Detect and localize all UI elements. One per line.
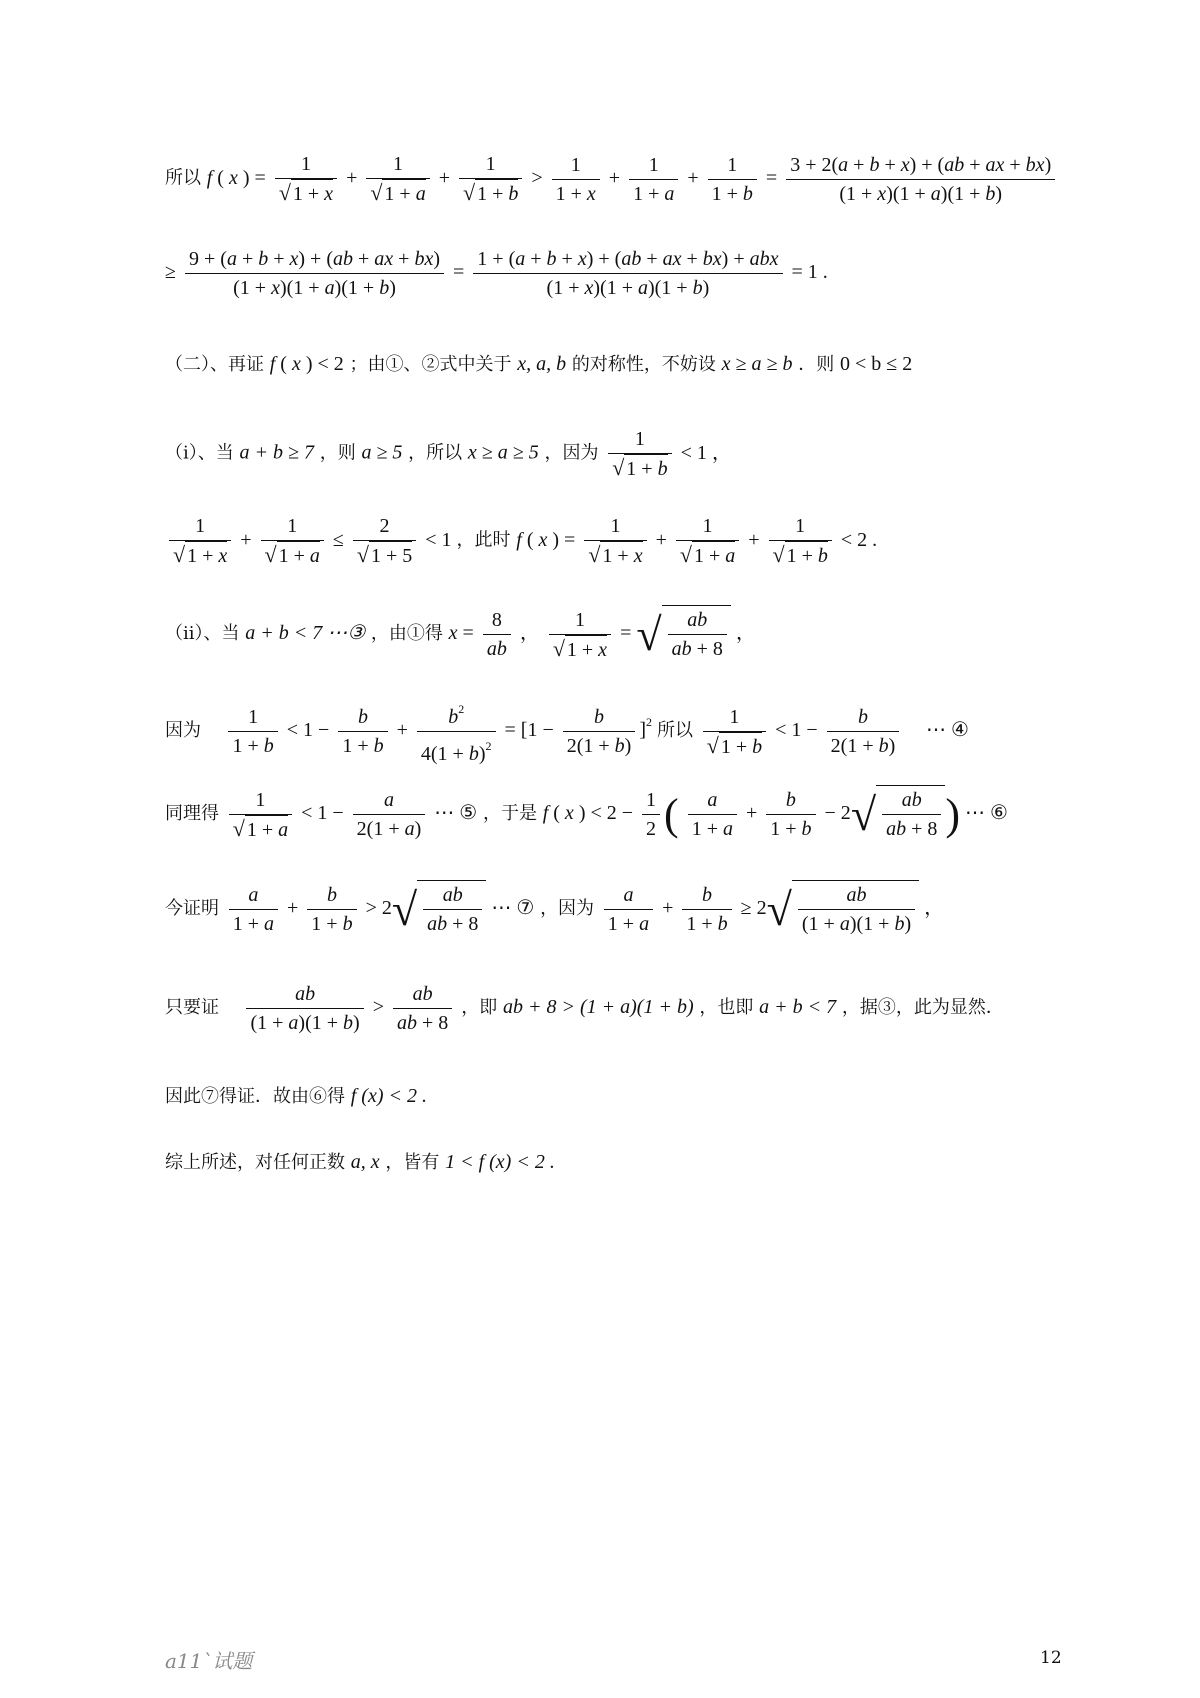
text-segment: 因为 xyxy=(165,720,201,742)
math-cond: x ≥ a ≥ b xyxy=(721,353,793,375)
math-ineq: ab + 8 > (1 + a)(1 + b) xyxy=(503,996,694,1019)
text-segment: 同理得 xyxy=(165,803,219,825)
math-cond: a + b < 7 ⋯③ xyxy=(245,622,366,645)
equation-line-1 xyxy=(165,150,1059,208)
text-segment: 今证明 xyxy=(165,898,219,920)
math-range: 0 < b ≤ 2 xyxy=(839,353,913,375)
footer-watermark: a11`试题 xyxy=(165,1649,253,1673)
text-segment: ，此时 xyxy=(456,529,511,551)
text-segment: ，由①得 xyxy=(370,623,443,645)
math-vars: a, x xyxy=(350,1151,380,1173)
text-segment: ，据③，此为显然． xyxy=(841,997,1004,1019)
math-result: f (x) < 2 . xyxy=(350,1085,427,1107)
text-segment: 只要证 xyxy=(165,997,219,1019)
math-vars: x, a, b xyxy=(517,353,567,375)
formula: f ( x ) = $\frac{1}{√ 1 + x}$ + $\frac{1}{√ 1 + a}$ + $\frac{1}{√ 1 + b}$ > $\frac{1}{1 + x}$ + $\frac{1}{1 + a}$ + $\frac{1}{1 + b}$ = $\frac{3 + 2(a + b + x) + (ab + ax + bx)}{(1 + x)(1 + a)(1 + b)}$ xyxy=(207,167,1060,189)
text-line-9: 今证明 $\frac{a}{1 + a}$ + $\frac{b}{1 + b}$ > 2√ $\frac{ab}{ab + 8}$ ⋯ ⑦ ，因为 $\frac{a}{1 + a}$ + $\frac{b}{1 + b}$ ≥ 2√ $\frac{ab}{(1 + a)(1 + b)}$ ， xyxy=(165,880,944,938)
text-prefix: 所以 xyxy=(165,167,201,189)
text-segment: ，皆有 xyxy=(385,1152,440,1173)
text-segment: ，也即 xyxy=(699,997,754,1019)
section-label: （二）、再证 xyxy=(165,354,264,375)
text-segment: ，所以 xyxy=(408,442,463,464)
text-line-11 xyxy=(165,1082,427,1108)
text-line-6: （ⅱ）、当 a + b < 7 ⋯③ ，由①得 x = $\frac{8}{ab}$ ， $\frac{1}{√ 1 + x}$ = √ $\frac{ab}{ab + 8}$ ， xyxy=(165,605,756,664)
formula: ≥ $\frac{9 + (a + b + x) + (ab + ax + bx)}{(1 + x)(1 + a)(1 + b)}$ = $\frac{\text{1 + (a + b + x) + (ab + ax + bx) + abx}}{(1 + x)(1 + a)(1 + b)}$ = 1 . xyxy=(165,261,828,283)
text-line-8: 同理得 $\frac{1}{√ 1 + a}$ < 1 − $\frac{a}{2(1 + a)}$ ⋯ ⑤ ，于是 f ( x ) < 2 − $\frac{1}{2}$ ( $\frac{a}{1 + a}$ + $\frac{b}{1 + b}$ − 2√ $\frac{ab}{ab + 8}$ ) ⋯ ⑥ xyxy=(165,785,1008,844)
equation-line-5: $\frac{1}{√ 1 + x}$ + $\frac{1}{√ 1 + a}$ ≤ $\frac{2}{√ 1 + 5}$ < 1 ，此时 f ( x ) = $\frac{1}{√ 1 + x}$ + $\frac{1}{√ 1 + a}$ + $\frac{1}{√ 1 + b}$ < 2 . xyxy=(165,512,877,570)
math-cond: a + b ≥ 7 xyxy=(239,441,314,464)
text-line-12 xyxy=(165,1148,555,1174)
text-line-7: 因为 $\frac{1}{1 + b}$ < 1 − $\frac{b}{1 + b}$ + $\frac{b^2}{4(1 + b)^2}$ = [1 − $\frac{b}{2(1 + b)}$ ]$^2$ 所以 $\frac{1}{√ 1 + b}$ < 1 − $\frac{b}{2(1 + b)}$ ⋯ ④ xyxy=(165,695,969,768)
text-segment: 所以 xyxy=(657,720,694,742)
text-segment: 的对称性，不妨设 xyxy=(571,354,716,375)
equation-tag: ⋯ ④ xyxy=(926,719,969,742)
equation-tag: ⋯ ⑤ xyxy=(434,802,478,825)
text-segment: ，于是 xyxy=(482,803,537,825)
math-cond: x ≥ a ≥ 5 xyxy=(467,441,539,464)
math-result: 1 < f (x) < 2 . xyxy=(445,1151,555,1173)
text-segment: 综上所述，对任何正数 xyxy=(165,1152,345,1173)
text-segment: ，则 xyxy=(319,442,356,464)
text-line-3: （二）、再证 f ( x ) < 2 ；由①、②式中关于 x, a, b 的对称性，不妨设 x ≥ a ≥ b ．则 0 < b ≤ 2 xyxy=(165,353,913,375)
case-label: （ⅱ）、当 xyxy=(165,623,240,645)
equation-tag: ⋯ ⑦ xyxy=(491,897,535,920)
case-label: （ⅰ）、当 xyxy=(165,442,234,464)
text-segment: ，因为 xyxy=(540,898,595,920)
text-segment: 因此⑦得证．故由⑥得 xyxy=(165,1086,345,1107)
text-segment: ，即 xyxy=(461,997,498,1019)
text-line-10: 只要证 $\frac{ab}{(1 + a)(1 + b)}$ > $\frac{ab}{ab + 8}$ ，即 ab + 8 > (1 + a)(1 + b) ，也即 a + b < 7 ，据③，此为显然． xyxy=(165,980,1004,1037)
text-segment: ；由①、②式中关于 xyxy=(349,354,512,375)
math-ineq: a + b < 7 xyxy=(759,996,837,1019)
text-segment: ．则 xyxy=(798,354,835,375)
math-cond: a ≥ 5 xyxy=(361,441,403,464)
page-number: 12 xyxy=(1040,1648,1062,1668)
text-segment: ，因为 xyxy=(544,442,599,464)
text-line-4: （ⅰ）、当 a + b ≥ 7 ，则 a ≥ 5 ，所以 x ≥ a ≥ 5 ，因为 $\frac{1}{√ 1 + b}$ < 1 ， xyxy=(165,425,732,483)
equation-line-2 xyxy=(165,245,828,302)
equation-tag: ⋯ ⑥ xyxy=(965,802,1008,825)
